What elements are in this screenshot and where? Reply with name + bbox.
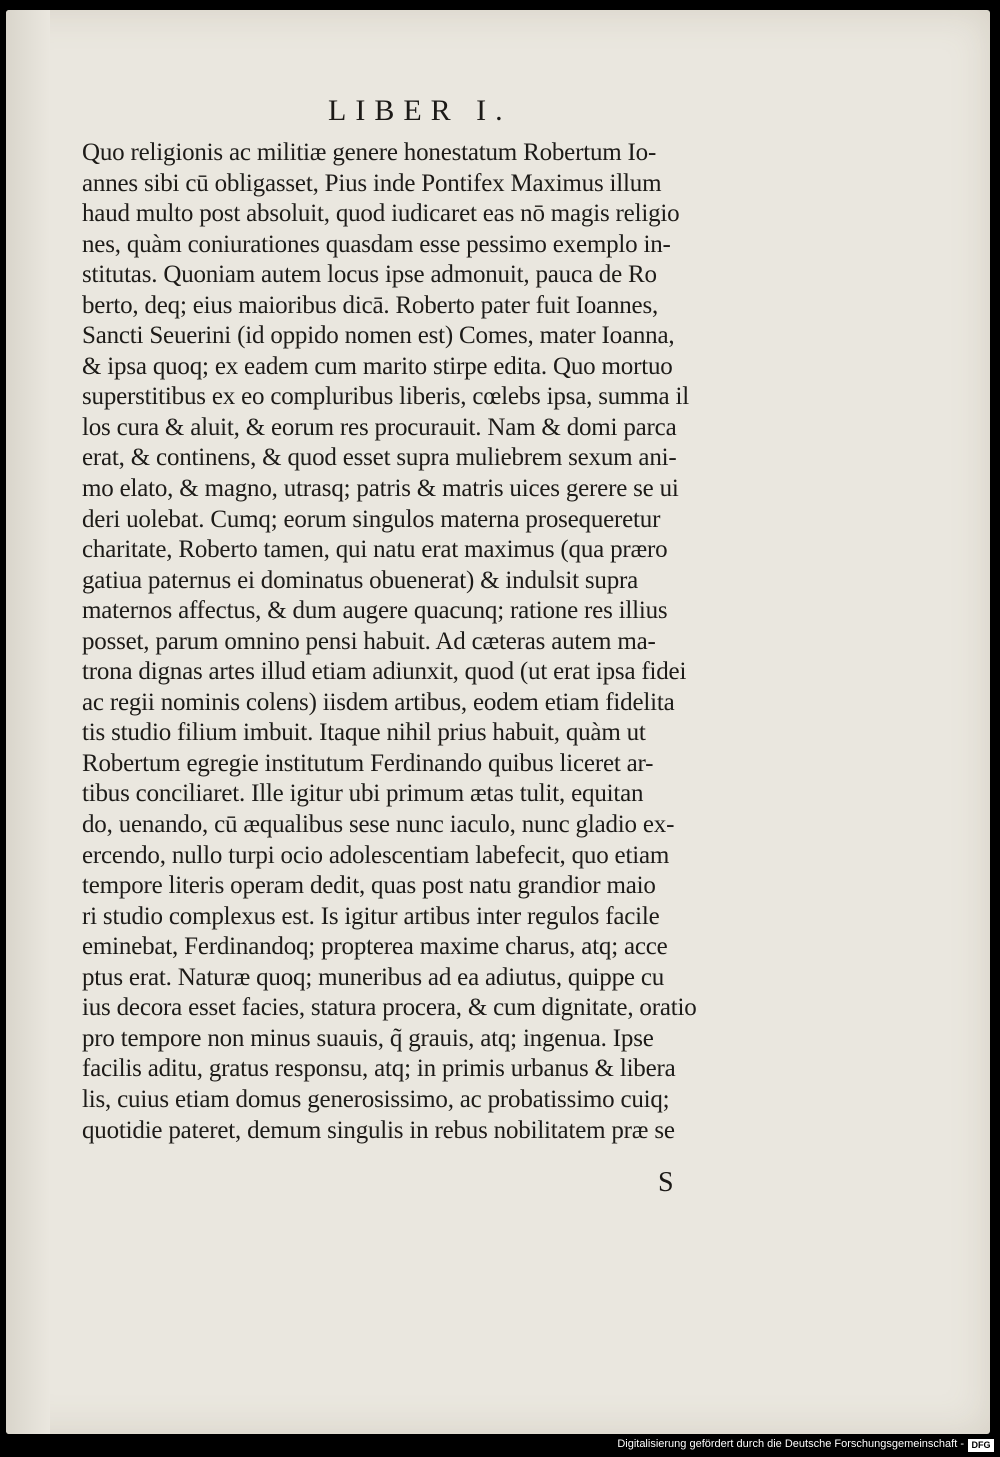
text-line: ius decora esset facies, statura procera, & cum dignitate, oratio: [82, 994, 697, 1022]
text-line: & ipsa quoq; ex eadem cum marito stirpe edita. Quo mortuo: [82, 352, 673, 380]
text-line: superstitibus ex eo compluribus liberis, cœlebs ipsa, summa il: [82, 383, 689, 411]
text-line: Robertum egregie institutum Ferdinando quibus liceret ar-: [82, 749, 654, 777]
text-line: trona dignas artes illud etiam adiunxit, quod (ut erat ipsa fidei: [82, 658, 687, 686]
text-line: charitate, Roberto tamen, qui natu erat maximus (qua prærο: [82, 536, 668, 564]
text-line: tibus conciliaret. Ille igitur ubi primum ætas tulit, equitan: [82, 780, 644, 808]
footer-bar: [0, 1436, 1000, 1457]
text-line: maternos affectus, & dum augere quacunq; ratione res illius: [82, 597, 668, 625]
text-line: erat, & continens, & quod esset supra muliebrem sexum ani-: [82, 444, 677, 472]
text-line: tempore literis operam dedit, quas post natu grandior maio: [82, 872, 656, 900]
text-line: gatiua paternus ei dominatus obuenerat) & indulsit supra: [82, 566, 639, 594]
text-line: ri studio complexus est. Is igitur artibus inter regulos facile: [82, 902, 660, 930]
text-line: posset, parum omnino pensi habuit. Ad cæteras autem ma-: [82, 627, 656, 655]
text-line: ac regii nominis colens) iisdem artibus, eodem etiam fidelita: [82, 688, 675, 716]
text-line: quotidie pateret, demum singulis in rebus nobilitatem præ se: [82, 1116, 675, 1144]
text-line: eminebat, Ferdinandoq; propterea maxime charus, atq; acce: [82, 933, 668, 961]
text-line: tis studio filium imbuit. Itaque nihil prius habuit, quàm ut: [82, 719, 646, 747]
text-line: do, uenando, cū æqualibus sese nunc iaculo, nunc gladio ex-: [82, 811, 675, 839]
text-line: ercendo, nullo turpi ocio adolescentiam labefecit, quo etiam: [82, 841, 670, 869]
running-head: LIBER I.: [328, 94, 512, 127]
dfg-logo: DFG: [968, 1439, 994, 1452]
scanned-page: [6, 10, 990, 1434]
text-line: ptus erat. Naturæ quoq; muneribus ad ea adiutus, quippe cu: [82, 963, 665, 991]
text-line: pro tempore non minus suauis, q̃ grauis, atq; ingenua. Ipse: [82, 1024, 654, 1052]
text-line: los cura & aluit, & eorum res procurauit. Nam & domi parca: [82, 413, 677, 441]
text-line: Quo religionis ac militiæ genere honestatum Robertum Io-: [82, 139, 657, 166]
text-line: stitutas. Quoniam autem locus ipse admonuit, pauca de Ro: [82, 261, 657, 289]
text-line: annes sibi cū obligasset, Pius inde Pontifex Maximus illum: [82, 169, 662, 197]
text-line: haud multo post absoluit, quod iudicaret eas nō magis religio: [82, 200, 680, 228]
signature-mark: S: [658, 1167, 674, 1198]
text-line: Sancti Seuerini (id oppido nomen est) Comes, mater Ioanna,: [82, 322, 675, 350]
page-gutter-shadow: [6, 10, 50, 1434]
text-line: nes, quàm coniurationes quasdam esse pessimo exemplo in-: [82, 230, 671, 258]
footer-credit: Digitalisierung gefördert durch die Deutsche Forschungsgemeinschaft -: [617, 1438, 964, 1450]
text-line: facilis aditu, gratus responsu, atq; in primis urbanus & libera: [82, 1055, 676, 1083]
text-line: mo elato, & magno, utrasq; patris & matris uices gerere se ui: [82, 475, 679, 503]
text-line: lis, cuius etiam domus generosissimo, ac probatissimo cuiq;: [82, 1085, 670, 1113]
text-line: deri uolebat. Cumq; eorum singulos materna prosequeretur: [82, 505, 661, 533]
text-line: berto, deq; eius maioribus dicā. Roberto pater fuit Ioannes,: [82, 291, 659, 319]
body-text: [82, 138, 762, 1146]
